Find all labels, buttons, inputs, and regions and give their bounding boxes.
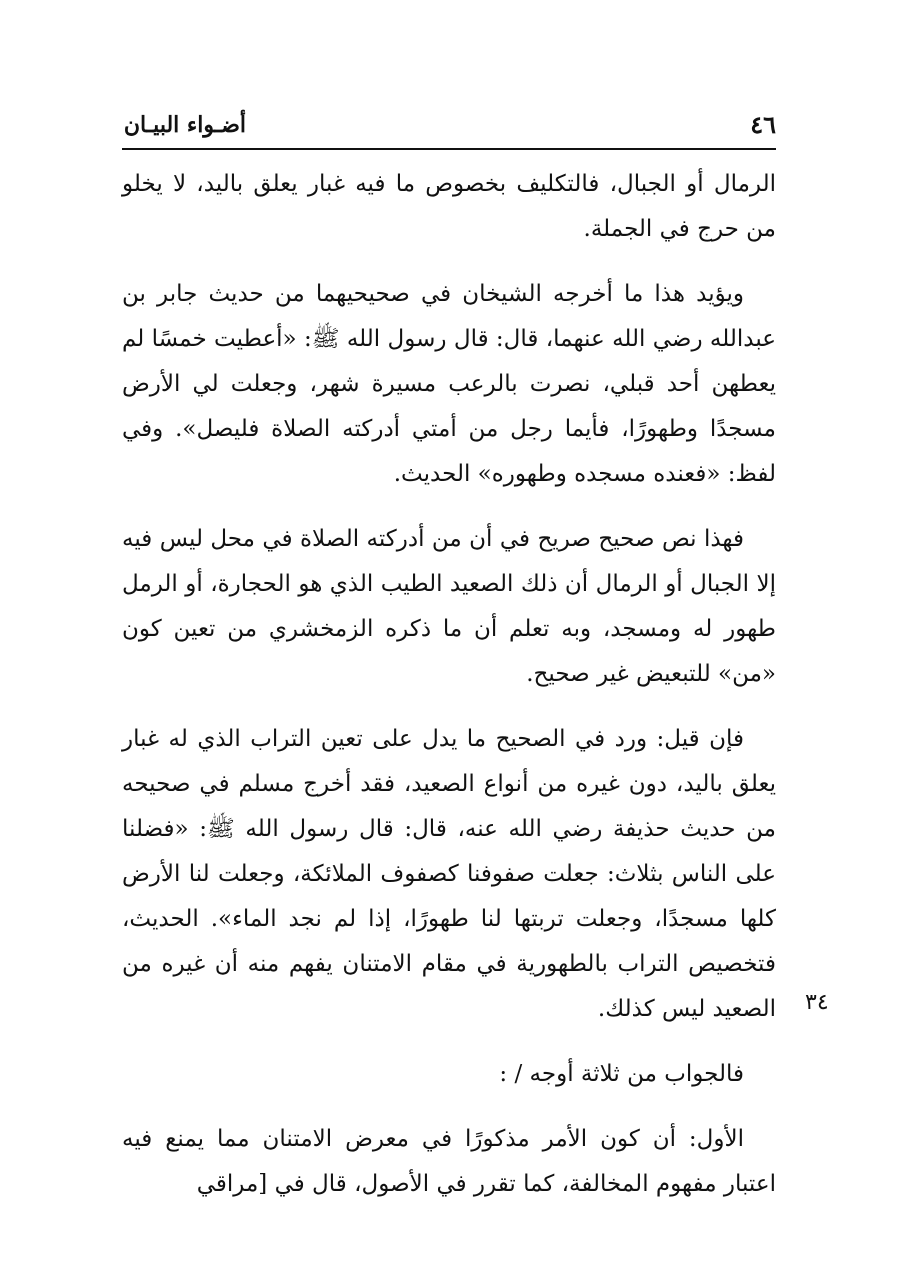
page-number: ٤٦	[750, 110, 776, 139]
paragraph-2: ويؤيد هذا ما أخرجه الشيخان في صحيحيهما من حديث جابر بن عبدالله رضي الله عنهما، قال: قال رسول الله ﷺ: «أعطيت خمسًا لم يعطهن أحد قبلي، نصرت بالرعب مسيرة شهر، وجعلت لي الأرض مسجدًا وطهورًا، فأيما رجل من أمتي أدركته الصلاة فليصل». وفي لفظ: «فعنده مسجده وطهوره» الحديث.	[122, 281, 776, 487]
paragraph-1: الرمال أو الجبال، فالتكليف بخصوص ما فيه غبار يعلق باليد، لا يخلو من حرج في الجملة.	[122, 171, 776, 242]
paragraph-3: فهذا نص صحيح صريح في أن من أدركته الصلاة في محل ليس فيه إلا الجبال أو الرمال أن ذلك الصعيد الطيب الذي هو الحجارة، أو الرمل طهور له ومسجد، وبه تعلم أن ما ذكره الزمخشري من تعين كون «من» للتبعيض غير صحيح.	[122, 526, 776, 687]
paragraph-5: فالجواب من ثلاثة أوجه / :	[499, 1061, 744, 1087]
book-title: أضـواء البيـان	[123, 112, 246, 138]
running-header	[122, 108, 776, 150]
margin-page-reference: ٣٤	[805, 990, 829, 1015]
body-text	[122, 162, 776, 1227]
paragraph-6: الأول: أن كون الأمر مذكورًا في معرض الامتنان مما يمنع فيه اعتبار مفهوم المخالفة، كما تقرر في الأصول، قال في [مراقي	[122, 1126, 776, 1197]
paragraph-4: فإن قيل: ورد في الصحيح ما يدل على تعين التراب الذي له غبار يعلق باليد، دون غيره من أنواع الصعيد، فقد أخرج مسلم في صحيحه من حديث حذيفة رضي الله عنه، قال: قال رسول الله ﷺ: «فضلنا على الناس بثلاث: جعلت صفوفنا كصفوف الملائكة، وجعلت لنا الأرض كلها مسجدًا، وجعلت تربتها لنا طهورًا، إذا لم نجد الماء». الحديث، فتخصيص التراب بالطهورية في مقام الامتنان يفهم منه أن غيره من الصعيد ليس كذلك.	[122, 726, 776, 1022]
